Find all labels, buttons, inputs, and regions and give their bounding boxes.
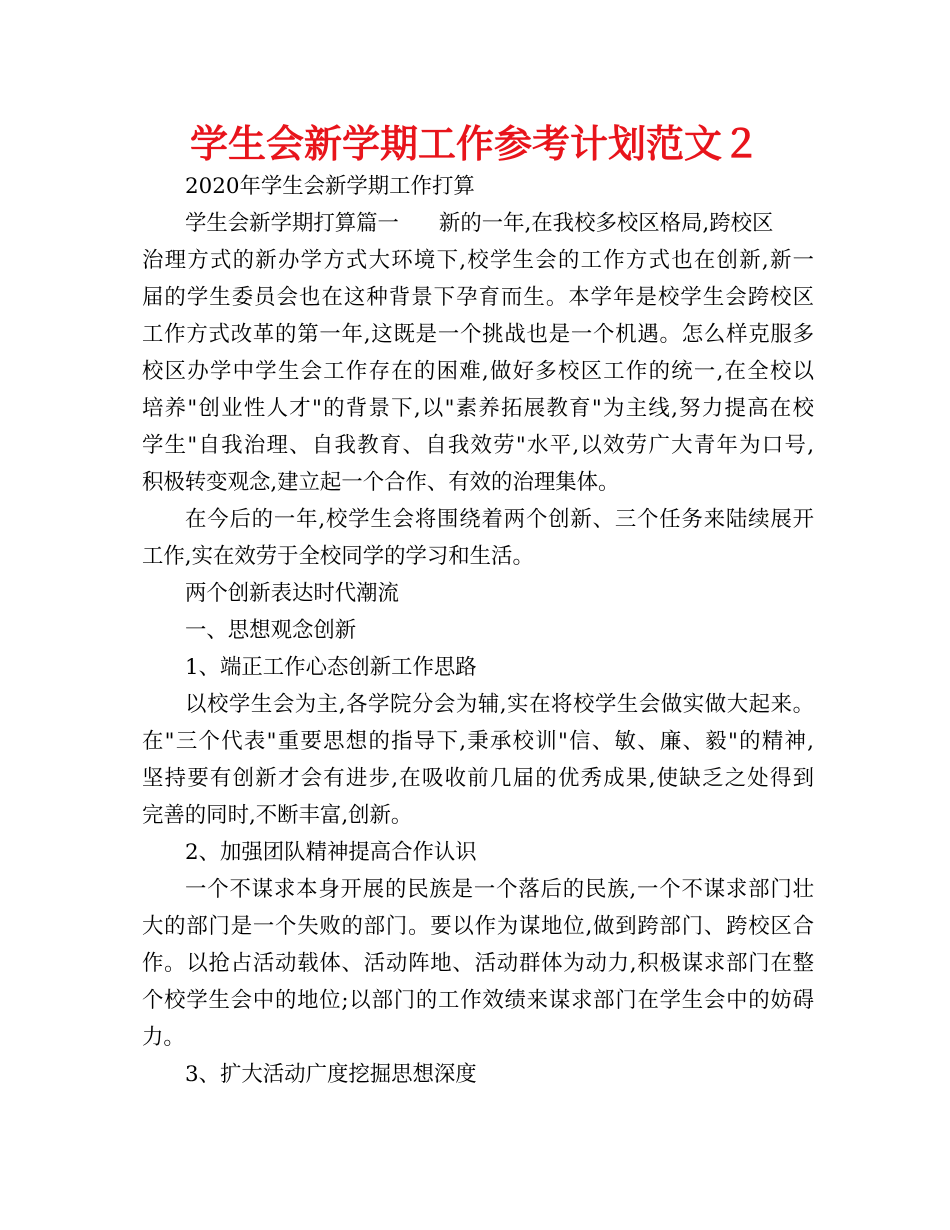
paragraph-line: 一个不谋求本身开展的民族是一个落后的民族,一个不谋求部门壮 bbox=[185, 877, 814, 902]
paragraph-line: 工作方式改革的第一年,这既是一个挑战也是一个机遇。怎么样克服多 bbox=[142, 322, 814, 347]
section-heading: 3、扩大活动广度挖掘思想深度 bbox=[185, 1062, 477, 1087]
document-title: 学生会新学期工作参考计划范文２ bbox=[189, 122, 760, 166]
subtitle-line: 2020年学生会新学期工作打算 bbox=[185, 174, 475, 199]
section-heading: 1、端正工作心态创新工作思路 bbox=[185, 655, 477, 680]
paragraph-line: 力。 bbox=[142, 1025, 185, 1050]
paragraph-line: 坚持要有创新才会有进步,在吸收前几届的优秀成果,使缺乏之处得到 bbox=[142, 766, 814, 791]
paragraph-line: 在今后的一年,校学生会将围绕着两个创新、三个任务来陆续展开 bbox=[185, 507, 814, 532]
paragraph-line: 学生"自我治理、自我教育、自我效劳"水平,以效劳广大青年为口号, bbox=[142, 433, 814, 458]
paragraph-line: 届的学生委员会也在这种背景下孕育而生。本学年是校学生会跨校区 bbox=[142, 285, 814, 310]
section-heading: 一、思想观念创新 bbox=[185, 618, 357, 643]
paragraph-line: 个校学生会中的地位;以部门的工作效绩来谋求部门在学生会中的妨碍 bbox=[142, 988, 814, 1013]
section-heading: 两个创新表达时代潮流 bbox=[185, 581, 399, 606]
paragraph-line: 作。以抢占活动载体、活动阵地、活动群体为动力,积极谋求部门在整 bbox=[142, 951, 814, 976]
section-heading: 学生会新学期打算篇一 bbox=[185, 211, 399, 236]
paragraph-line: 治理方式的新办学方式大环境下,校学生会的工作方式也在创新,新一 bbox=[142, 248, 814, 273]
paragraph-line: 大的部门是一个失败的部门。要以作为谋地位,做到跨部门、跨校区合 bbox=[142, 914, 814, 939]
paragraph-line: 积极转变观念,建立起一个合作、有效的治理集体。 bbox=[142, 470, 620, 495]
paragraph-text: 新的一年,在我校多校区格局,跨校区 bbox=[438, 211, 774, 236]
paragraph-line bbox=[142, 205, 814, 242]
paragraph-line: 培养"创业性人才"的背景下,以"素养拓展教育"为主线,努力提高在校 bbox=[142, 396, 814, 421]
paragraph-line: 工作,实在效劳于全校同学的学习和生活。 bbox=[142, 544, 534, 569]
paragraph-line: 在"三个代表"重要思想的指导下,秉承校训"信、敏、廉、毅"的精神, bbox=[142, 729, 814, 754]
paragraph-line: 完善的同时,不断丰富,创新。 bbox=[142, 803, 413, 828]
paragraph-line: 校区办学中学生会工作存在的困难,做好多校区工作的统一,在全校以 bbox=[142, 359, 814, 384]
document-body bbox=[142, 168, 814, 1093]
paragraph-line: 以校学生会为主,各学院分会为辅,实在将校学生会做实做大起来。 bbox=[185, 692, 814, 717]
section-heading: 2、加强团队精神提高合作认识 bbox=[185, 840, 477, 865]
